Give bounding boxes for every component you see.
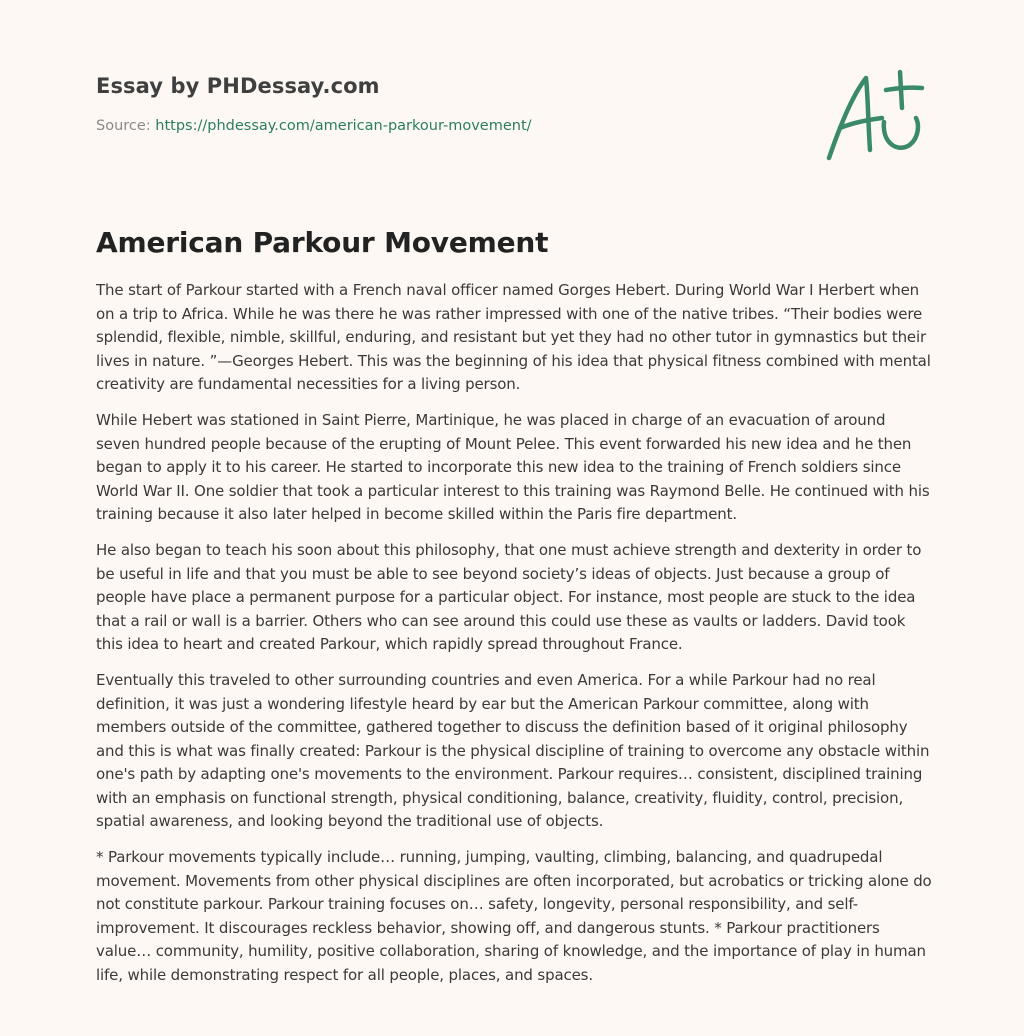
site-title: Essay by PHDessay.com <box>96 74 380 98</box>
a-plus-grade-icon <box>822 66 928 166</box>
essay-paragraph: Eventually this traveled to other surrounding countries and even America. For a while Parkour had no real definition, it was just a wondering lifestyle heard by ear but the American Parkour committee, along with members outside of the committee, gathered together to discuss the definition based of it original philosophy and this is what was finally created: Parkour is the physical discipline of training to overcome any obstacle within one's path by adapting one's movements to the environment. Parkour requires… consistent, disciplined training with an emphasis on functional strength, physical conditioning, balance, creativity, fluidity, control, precision, spatial awareness, and looking beyond the traditional use of objects. <box>96 670 930 831</box>
source-label: Source: <box>96 118 156 134</box>
essay-title: American Parkour Movement <box>96 226 549 259</box>
source-link[interactable]: https://phdessay.com/american-parkour-movement/ <box>155 118 532 134</box>
essay-paragraph: The start of Parkour started with a French naval officer named Gorges Hebert. During World War I Herbert when on a trip to Africa. While he was there he was rather impressed with one of the native tribes. “Their bodies were splendid, flexible, nimble, skillful, enduring, and resistant but yet they had no other tutor in gymnastics but their lives in nature. ”—Georges Hebert. This was the beginning of his idea that physical fitness combined with mental creativity are fundamental necessities for a living person. <box>96 281 931 394</box>
essay-paragraph: He also began to teach his soon about this philosophy, that one must achieve strength and dexterity in order to be useful in life and that you must be able to see beyond society’s ideas of objects. Just because a group of people have place a permanent purpose for a particular object. For instance, most people are stuck to the idea that a rail or wall is a barrier. Others who can see around this could use these as vaults or ladders. David took this idea to heart and created Parkour, which rapidly spread throughout France. <box>96 540 922 654</box>
essay-article <box>96 226 932 1000</box>
page-header <box>96 74 796 134</box>
essay-paragraph: * Parkour movements typically include… running, jumping, vaulting, climbing, balancing, and quadrupedal movement. Movements from other physical disciplines are often incorporated, but acrobatics or tricking alone do not constitute parkour. Parkour training focuses on… safety, longevity, personal responsibility, and self-improvement. It discourages reckless behavior, showing off, and dangerous stunts. * Parkour practitioners value… community, humility, positive collaboration, sharing of knowledge, and the importance of play in human life, while demonstrating respect for all people, places, and spaces. <box>96 848 932 985</box>
source-line <box>96 118 796 134</box>
essay-paragraph: While Hebert was stationed in Saint Pierre, Martinique, he was placed in charge of an evacuation of around seven hundred people because of the erupting of Mount Pelee. This event forwarded his new idea and he then began to apply it to his career. He started to incorporate this new idea to the training of French soldiers since World War II. One soldier that took a particular interest to this training was Raymond Belle. He continued with his training because it also later helped in become skilled within the Paris fire department. <box>96 410 930 524</box>
